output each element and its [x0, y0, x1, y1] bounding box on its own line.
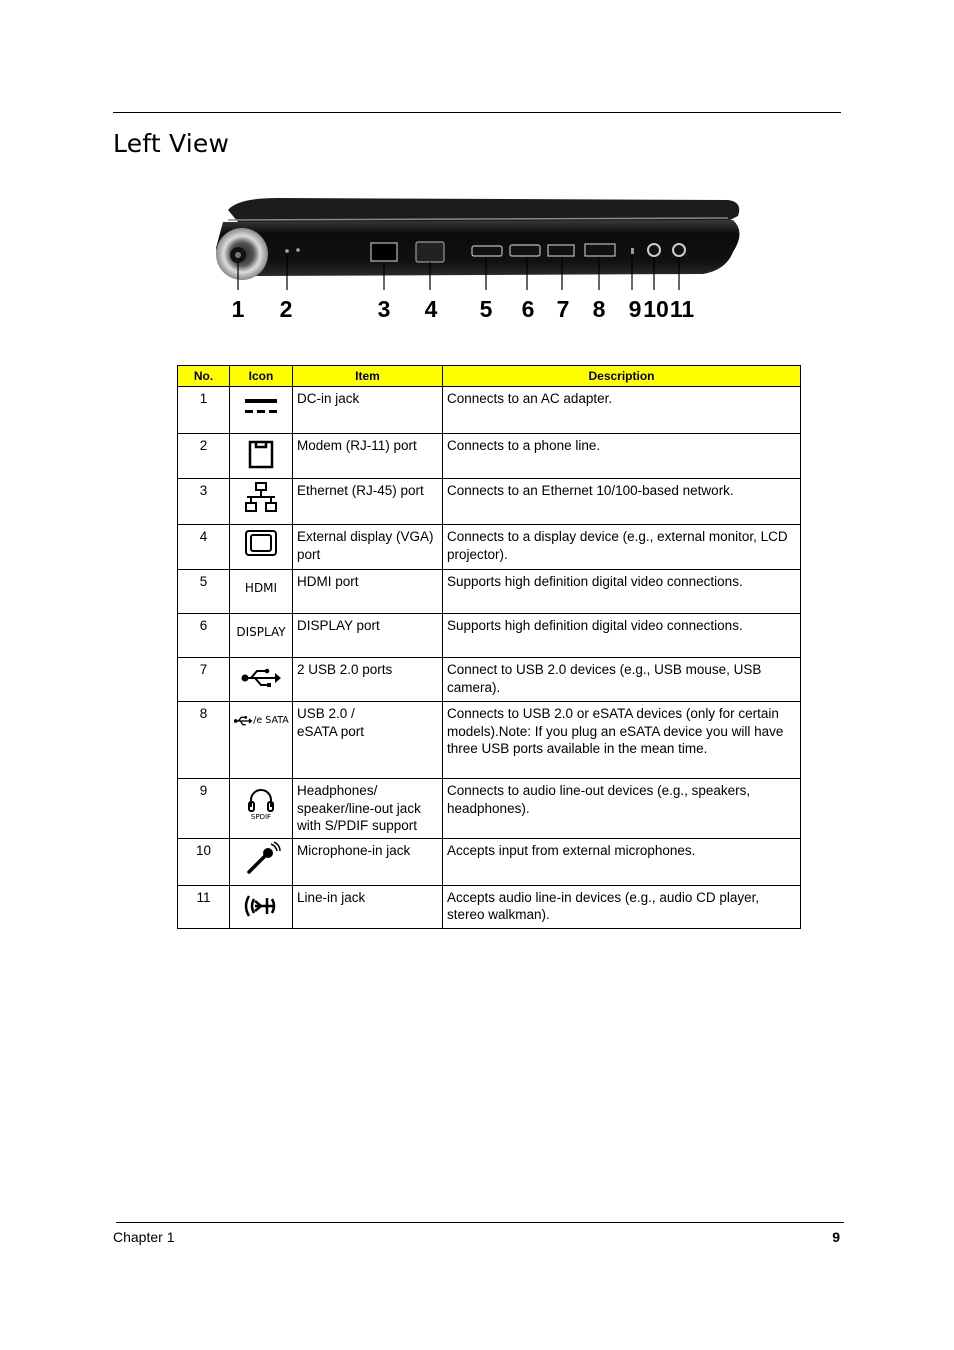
- row-item: [293, 779, 443, 839]
- row-description: Connect to USB 2.0 devices (e.g., USB mouse, USB camera).: [443, 658, 801, 702]
- row-description: Accepts audio line-in devices (e.g., audio CD player, stereo walkman).: [443, 885, 801, 928]
- footer-rule: [116, 1222, 844, 1223]
- row-item: DC-in jack: [293, 387, 443, 434]
- header-description: Description: [443, 366, 801, 387]
- modem-icon: [241, 434, 281, 474]
- footer-page-number: 9: [832, 1229, 840, 1245]
- usb-esata-icon: [233, 712, 289, 730]
- footer-chapter: Chapter 1: [113, 1229, 175, 1245]
- table-row: [178, 387, 801, 434]
- row-number: 6: [178, 614, 230, 658]
- row-item-text: Headphones/ speaker/line-out jack with S/PDIF support: [297, 783, 421, 833]
- row-description: Supports high definition digital video connections.: [443, 570, 801, 614]
- row-number: 10: [178, 838, 230, 885]
- row-item: [293, 702, 443, 779]
- row-description: Connects to a display device (e.g., external monitor, LCD projector).: [443, 525, 801, 570]
- row-description: Connects to an Ethernet 10/100-based network.: [443, 479, 801, 525]
- row-number: 11: [178, 885, 230, 928]
- callout-2: 2: [279, 296, 293, 322]
- ports-table: [177, 365, 801, 929]
- callout-5: 5: [479, 296, 493, 322]
- header-rule: [113, 112, 841, 113]
- hdmi-icon: HDMI: [244, 581, 278, 595]
- header-no: No.: [178, 366, 230, 387]
- row-item-text: USB 2.0 / eSATA port: [297, 706, 365, 739]
- page-title: Left View: [113, 129, 230, 158]
- headphones-spdif-icon: [246, 787, 276, 813]
- table-row: [178, 779, 801, 839]
- usb-small-icon: [233, 714, 253, 728]
- row-item: Microphone-in jack: [293, 838, 443, 885]
- laptop-left-view-photo: [198, 182, 758, 332]
- table-row: [178, 885, 801, 928]
- row-item: HDMI port: [293, 570, 443, 614]
- row-description: Accepts input from external microphones.: [443, 838, 801, 885]
- header-item: Item: [293, 366, 443, 387]
- row-number: 7: [178, 658, 230, 702]
- row-description: Connects to audio line-out devices (e.g., speakers, headphones).: [443, 779, 801, 839]
- callout-10: 10: [643, 296, 669, 322]
- line-in-icon: [241, 886, 281, 926]
- row-description: Connects to a phone line.: [443, 434, 801, 479]
- table-row: [178, 702, 801, 779]
- callout-8: 8: [592, 296, 606, 322]
- callout-9: 9: [628, 296, 642, 322]
- row-description: Connects to an AC adapter.: [443, 387, 801, 434]
- callout-11: 11: [669, 296, 695, 322]
- row-item: DISPLAY port: [293, 614, 443, 658]
- table-row: [178, 479, 801, 525]
- ethernet-icon: [241, 479, 281, 519]
- row-number: 5: [178, 570, 230, 614]
- table-row: [178, 658, 801, 702]
- row-item: Line-in jack: [293, 885, 443, 928]
- row-number: 3: [178, 479, 230, 525]
- table-row: [178, 838, 801, 885]
- dc-in-icon: [241, 387, 281, 427]
- row-number: 1: [178, 387, 230, 434]
- callout-1: 1: [231, 296, 245, 322]
- row-number: 8: [178, 702, 230, 779]
- spdif-label: SPDIF: [250, 813, 272, 821]
- table-header-row: [178, 366, 801, 387]
- header-icon: Icon: [230, 366, 293, 387]
- row-description: Supports high definition digital video connections.: [443, 614, 801, 658]
- row-number: 2: [178, 434, 230, 479]
- callout-3: 3: [377, 296, 391, 322]
- displayport-icon: DISPLAY: [236, 625, 286, 639]
- vga-icon: [241, 525, 281, 565]
- row-description: Connects to USB 2.0 or eSATA devices (only for certain models).Note: If you plug an eSATA device you will have three USB ports available in the mean time.: [443, 702, 801, 779]
- table-row: [178, 614, 801, 658]
- callout-7: 7: [556, 296, 570, 322]
- table-row: [178, 525, 801, 570]
- callout-6: 6: [521, 296, 535, 322]
- microphone-icon: [241, 839, 281, 879]
- table-row: [178, 570, 801, 614]
- row-item: Ethernet (RJ-45) port: [293, 479, 443, 525]
- row-item: 2 USB 2.0 ports: [293, 658, 443, 702]
- usb-icon: [239, 658, 283, 696]
- table-row: [178, 434, 801, 479]
- row-number: 9: [178, 779, 230, 839]
- callout-4: 4: [424, 296, 438, 322]
- row-item: Modem (RJ-11) port: [293, 434, 443, 479]
- row-number: 4: [178, 525, 230, 570]
- esata-label: /e SATA: [253, 715, 289, 726]
- row-item: External display (VGA) port: [293, 525, 443, 570]
